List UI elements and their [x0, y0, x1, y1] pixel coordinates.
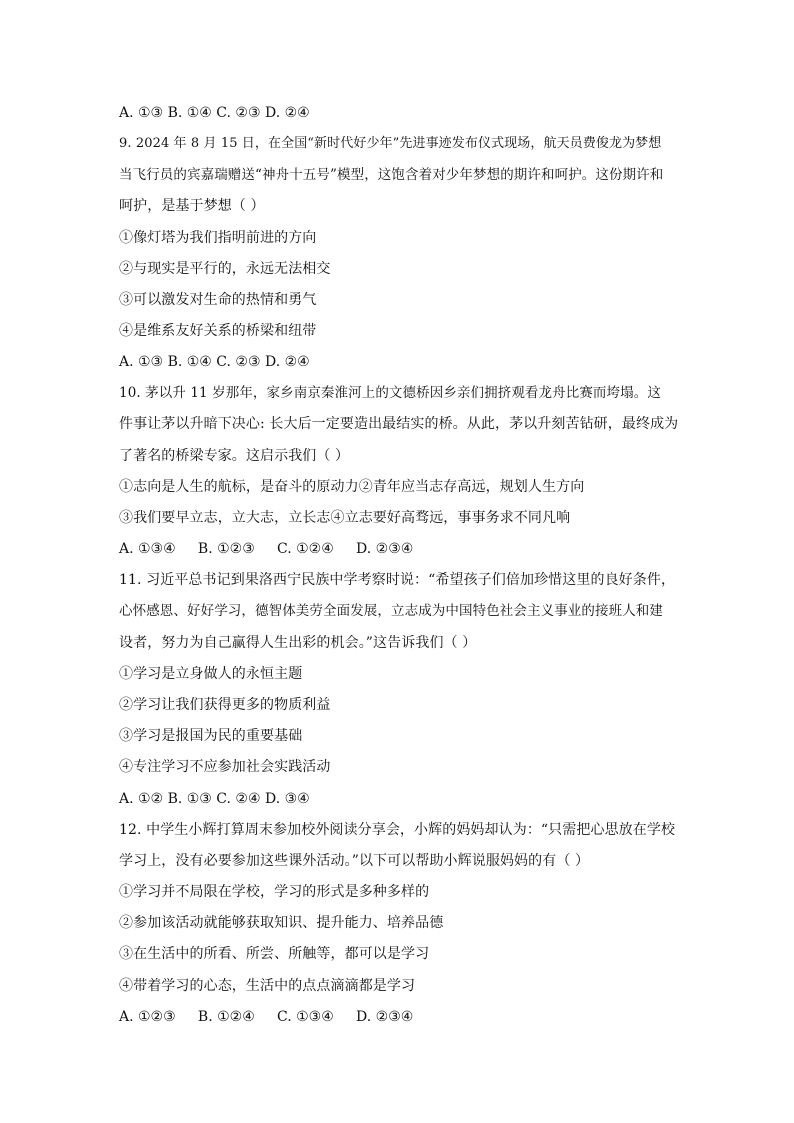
q12-item-3: ③在生活中的所看、所尝、所触等，都可以是学习 — [119, 946, 430, 962]
q11-item-1: ①学习是立身做人的永恒主题 — [119, 666, 303, 682]
q12-item-4: ④带着学习的心态，生活中的点点滴滴都是学习 — [119, 978, 416, 994]
q9-stem-line-2: 当飞行员的宾嘉瑞赠送“神舟十五号”模型，这饱含着对少年梦想的期许和呵护。这份期许和 — [119, 167, 664, 183]
q10-item-1: ①志向是人生的航标，是奋斗的原动力②青年应当志存高远，规划人生方向 — [119, 479, 585, 495]
q11-stem-line-1: 11. 习近平总书记到果洛西宁民族中学考察时说：“希望孩子们倍加珍惜这里的良好条件， — [119, 572, 676, 588]
q10-stem-line-2: 件事让茅以升暗下决心: 长大后一定要造出最结实的桥。从此，茅以升刻苦钻研，最终成为 — [119, 416, 679, 432]
q9-item-4: ④是维系友好关系的桥梁和纽带 — [119, 323, 317, 339]
q10-stem-line-3: 了著名的桥梁专家。这启示我们（ ） — [119, 448, 350, 464]
q12-item-1: ①学习并不局限在学校，学习的形式是多种多样的 — [119, 884, 430, 900]
q9-item-3: ③可以激发对生命的热情和勇气 — [119, 292, 317, 308]
q11-item-3: ③学习是报国为民的重要基础 — [119, 728, 303, 744]
prev-question-options: A. ①③ B. ①④ C. ②③ D. ②④ — [119, 105, 310, 121]
q9-item-1: ①像灯塔为我们指明前进的方向 — [119, 230, 317, 246]
q9-stem-line-3: 呵护，是基于梦想（ ） — [119, 198, 265, 214]
q12-stem-line-2: 学习上，没有必要参加这些课外活动。”以下可以帮助小辉说服妈妈的有（ ） — [119, 853, 590, 869]
q11-item-4: ④专注学习不应参加社会实践活动 — [119, 759, 331, 775]
q11-stem-line-2: 心怀感恩、好好学习，德智体美劳全面发展，立志成为中国特色社会主义事业的接班人和建 — [119, 603, 663, 619]
q11-item-2: ②学习让我们获得更多的物质利益 — [119, 697, 331, 713]
q12-item-2: ②参加该活动就能够获取知识、提升能力、培养品德 — [119, 915, 444, 931]
q11-options: A. ①② B. ①③ C. ②④ D. ③④ — [119, 791, 310, 807]
q9-stem-line-1: 9. 2024 年 8 月 15 日，在全国“新时代好少年”先进事迹发布仪式现场，航天员费俊龙为梦想 — [119, 136, 662, 151]
q9-item-2: ②与现实是平行的，永远无法相交 — [119, 261, 331, 277]
q12-stem-line-1: 12. 中学生小辉打算周末参加校外阅读分享会，小辉的妈妈却认为：“只需把心思放在学校 — [119, 822, 676, 838]
q12-options: A. ①②③ B. ①②④ C. ①③④ D. ②③④ — [119, 1009, 414, 1025]
q11-stem-line-3: 设者，努力为自己赢得人生出彩的机会。”这告诉我们（ ） — [119, 635, 477, 651]
q10-stem-line-1: 10. 茅以升 11 岁那年，家乡南京秦淮河上的文德桥因乡亲们拥挤观看龙舟比赛而垮塌。这 — [119, 385, 661, 401]
q10-options: A. ①③④ B. ①②③ C. ①②④ D. ②③④ — [119, 541, 414, 557]
q10-item-2: ③我们要早立志，立大志，立长志④立志要好高骛远，事事务求不同凡响 — [119, 510, 571, 526]
q9-options: A. ①③ B. ①④ C. ②③ D. ②④ — [119, 354, 310, 370]
